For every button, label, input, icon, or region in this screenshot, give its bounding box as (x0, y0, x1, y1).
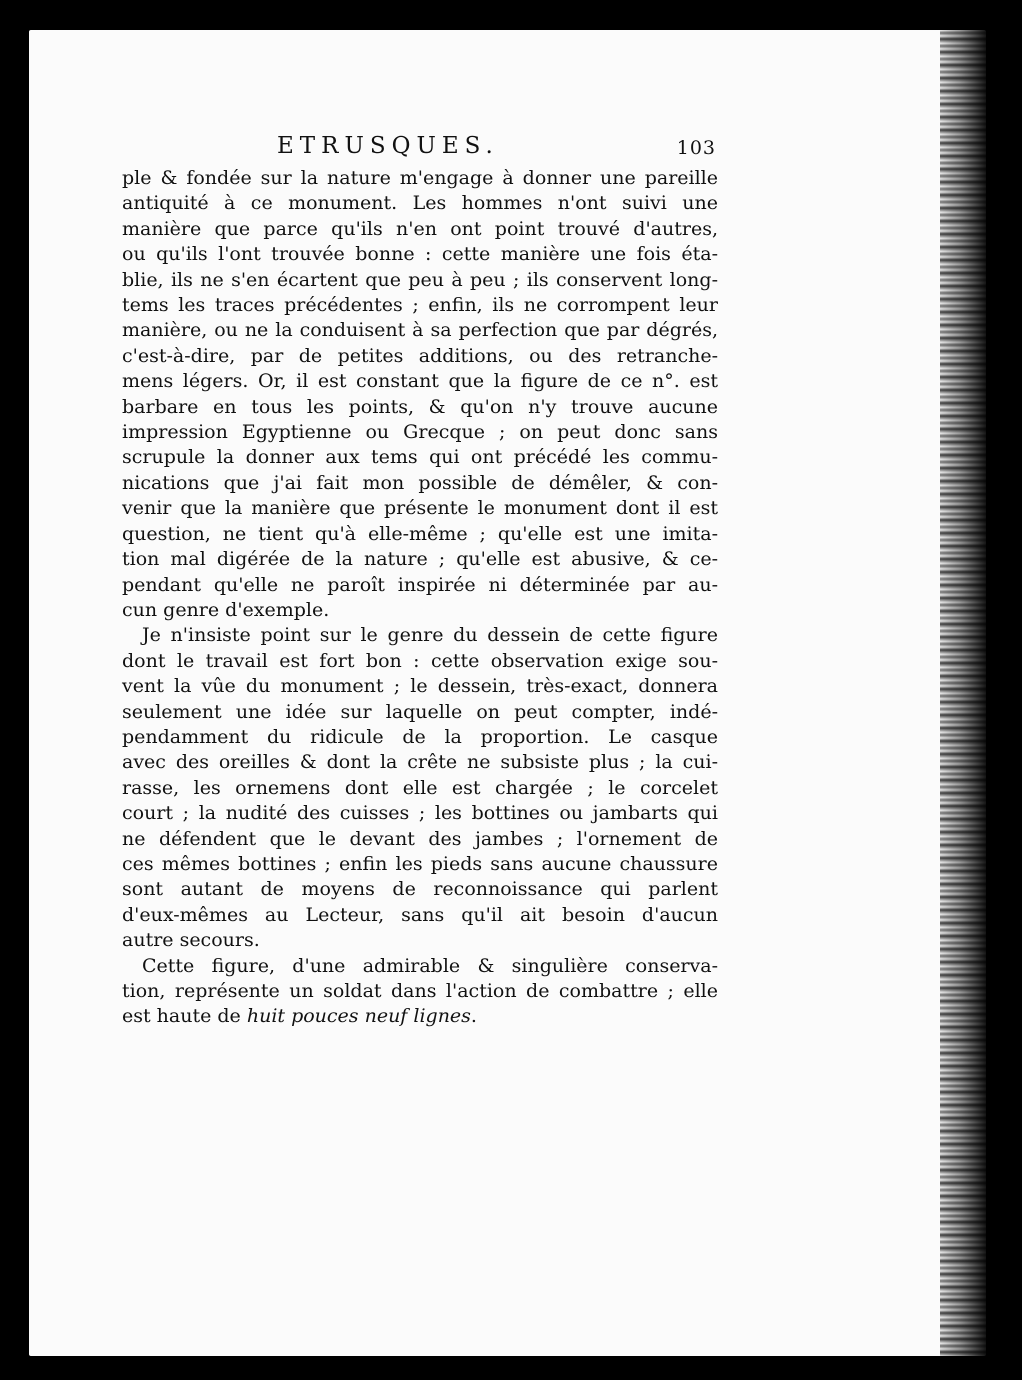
text-line: Je n'insiste point sur le genre du dessein de cette figure (142, 624, 718, 647)
page-edge-shadow (940, 30, 986, 1356)
text-line: pendant qu'elle ne paroît inspirée ni déterminée par au- (122, 573, 718, 596)
text-line: rasse, les ornemens dont elle est chargée ; le corcelet (122, 776, 718, 799)
text-line-final (122, 1004, 718, 1029)
text-line: venir que la manière que présente le monument dont il est (122, 497, 718, 520)
text-line: autre secours. (122, 929, 260, 952)
text-line: blie, ils ne s'en écartent que peu à peu ; ils conservent long- (122, 268, 718, 291)
text-line: vent la vûe du monument ; le dessein, très-exact, donnera (122, 675, 718, 698)
text-line: cun genre d'exemple. (122, 598, 330, 621)
text-line: impression Egyptienne ou Grecque ; on peut donc sans (122, 421, 718, 444)
paragraph-2 (122, 623, 718, 953)
text-line: d'eux-mêmes au Lecteur, sans qu'il ait besoin d'aucun (122, 903, 718, 926)
text-line: c'est-à-dire, par de petites additions, ou des retranche- (122, 344, 718, 367)
text-line: ou qu'ils l'ont trouvée bonne : cette manière une fois éta- (122, 243, 718, 266)
text-line: ple & fondée sur la nature m'engage à donner une pareille (122, 167, 718, 189)
paragraph-3 (122, 954, 718, 1030)
running-head (122, 126, 718, 166)
text-line: dont le travail est fort bon : cette observation exige sou- (122, 649, 718, 672)
page-number: 103 (676, 137, 716, 159)
final-line-suffix: . (470, 1005, 477, 1028)
running-title: ETRUSQUES. (277, 133, 499, 159)
text-line: mens légers. Or, il est constant que la figure de ce n°. est (122, 370, 718, 393)
text-line: tion, représente un soldat dans l'action de combattre ; elle (122, 980, 718, 1002)
book-page (29, 30, 986, 1356)
text-line: tems les traces précédentes ; enfin, ils ne corrompent leur (122, 294, 718, 317)
text-line: ces mêmes bottines ; enfin les pieds sans aucune chaussure (122, 852, 718, 875)
text-line: sont autant de moyens de reconnoissance qui parlent (122, 878, 718, 901)
text-line: antiquité à ce monument. Les hommes n'ont suivi une (122, 192, 718, 215)
text-line: Cette figure, d'une admirable & singulière conserva- (142, 954, 718, 977)
text-line: ne défendent que le devant des jambes ; l'ornement de (122, 827, 718, 850)
text-line: barbare en tous les points, & qu'on n'y trouve aucune (122, 395, 718, 418)
text-line: scrupule la donner aux tems qui ont précédé les commu- (122, 446, 718, 469)
text-line: court ; la nudité des cuisses ; les bottines ou jambarts qui (122, 802, 718, 825)
text-line: pendamment du ridicule de la proportion. Le casque (122, 725, 718, 748)
text-line: question, ne tient qu'à elle-même ; qu'elle est une imita- (122, 522, 718, 545)
paragraph-1 (122, 166, 718, 623)
text-line: manière, ou ne la conduisent à sa perfection que par dégrés, (122, 319, 718, 342)
text-line: tion mal digérée de la nature ; qu'elle est abusive, & ce- (122, 548, 718, 571)
text-line: nications que j'ai fait mon possible de démêler, & con- (122, 471, 718, 494)
final-line-prefix: est haute de (122, 1005, 247, 1028)
text-line: seulement une idée sur laquelle on peut compter, indé- (122, 700, 718, 723)
final-line-italic: huit pouces neuf lignes (246, 1005, 471, 1028)
text-line: avec des oreilles & dont la crête ne subsiste plus ; la cui- (122, 751, 718, 774)
text-block (122, 126, 718, 1030)
text-line: manière que parce qu'ils n'en ont point trouvé d'autres, (122, 217, 718, 240)
